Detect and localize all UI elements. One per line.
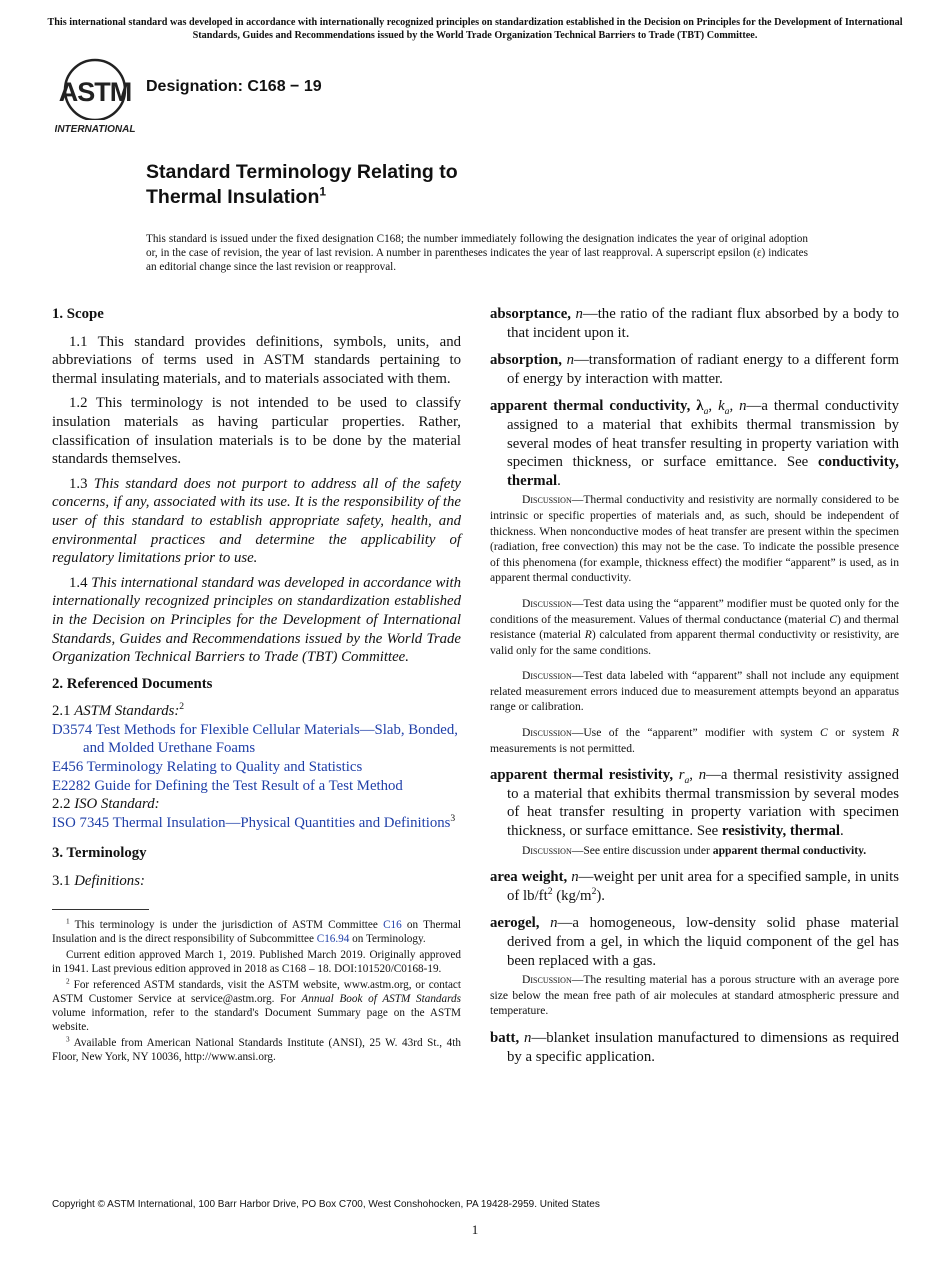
definitions-label: 3.1 Definitions: [52, 873, 145, 890]
right-column [490, 305, 899, 1075]
term-absorption: absorption, n—transformation of radiant energy to a different form of energy by interaction with matter. [490, 352, 899, 387]
title-line-2: Thermal Insulation$^1$ [146, 184, 327, 208]
footnote-ref[interactable]: 1 [319, 184, 327, 199]
discussion-5: Discussion—See entire discussion under apparent thermal conductivity. [522, 843, 867, 857]
discussion-3: Discussion—Test data labeled with “apparent” shall not include any equipment related measurement errors induced due to measurement attempts beyond an apparatus range or calibration. [490, 669, 899, 714]
footnote-divider [52, 909, 149, 910]
ref-item-e456[interactable]: E456 Terminology Relating to Quality and Statistics [52, 759, 363, 776]
copyright-footer: Copyright © ASTM International, 100 Barr Harbor Drive, PO Box C700, West Conshohocken, PA 19428-2959. United States [52, 1199, 600, 1210]
ref-item-iso7345[interactable]: ISO 7345 Thermal Insulation—Physical Quantities and Definitions$^3$ [52, 812, 456, 831]
section-heading-scope: 1. Scope [52, 306, 104, 322]
scope-para-2: 1.2 This terminology is not intended to be used to classify insulation materials as having particular properties. Rather, classification of insulation materials is to be done by the material standards themselves. [52, 395, 461, 468]
section-heading-terminology: 3. Terminology [52, 845, 147, 862]
footnote-ref[interactable]: 3 [450, 812, 456, 824]
term-absorptance: absorptance, n—the ratio of the radiant flux absorbed by a body to that incident upon it. [490, 306, 900, 341]
discussion-6: Discussion—The resulting material has a porous structure with an average pore size below the mean free path of air molecules at standard atmospheric pressure and temperature. [490, 973, 899, 1018]
footnote-2: $^2$ For referenced ASTM standards, visit the ASTM website, www.astm.org, or contact ASTM Customer Service at service@astm.org. For Annual Book of ASTM Standards volume information, refer to the standard's Document Summary page on the ASTM website. [52, 976, 461, 1033]
footnote-1: $^1$ This terminology is under the jurisdiction of ASTM Committee C16 on Thermal Insulation and is the direct responsibility of Subcommittee C16.94 on Terminology. [52, 916, 461, 945]
footnote-1-edition: Current edition approved March 1, 2019. Published March 2019. Originally approved in 1941. Last previous edition approved in 2018 as C168 – 18. DOI:101520/C0168-19. [52, 948, 461, 975]
left-column [52, 305, 461, 1066]
term-aerogel: aerogel, n—a homogeneous, low-density solid phase material derived from a gel, in which the liquid component of the gel has been replaced with a gas. [490, 915, 900, 969]
designation: Designation: C168 − 19 [146, 78, 322, 95]
term-batt: batt, n—blanket insulation manufactured to dimensions as required by a specific application. [490, 1029, 900, 1065]
term-apparent-thermal-conductivity: apparent thermal conductivity, $\lambda_a$, $k_a$, n—a thermal conductivity assigned to a material that exhibits thermal transmission by several modes of heat transfer resulting in property variation with specimen thickness, or surface emittance. See conductivity, thermal. [490, 398, 899, 489]
astm-logo [55, 56, 135, 136]
standardization-notice: This international standard was developed in accordance with internationally recognized principles on standardization established in the Decision on Principles for the Development of International Standards, Guides and Recommendations issued by the World Trade Organization Technical Barriers to Trade (TBT) Committee. [47, 17, 903, 41]
scope-para-1: 1.1 This standard provides definitions, symbols, units, and abbreviations of terms used in ASTM standards pertaining to thermal insulating materials, and to materials associated with them. [52, 333, 461, 387]
footnote-3: $^3$ Available from American National Standards Institute (ANSI), 25 W. 43rd St., 4th Floor, New York, NY 10036, http://www.ansi.org. [52, 1034, 461, 1063]
discussion-4: Discussion—Use of the “apparent” modifier with system C or system R measurements is not permitted. [490, 726, 899, 755]
svg-text:ASTM: ASTM [58, 77, 132, 107]
discussion-2: Discussion—Test data using the “apparent” modifier must be quoted only for the conditions of the measurement. Values of thermal conductance (material C) and thermal resistance (material R) calculated from apparent thermal conductivity or resistivity, are valid only for the same conditions. [490, 596, 900, 657]
title-line-1: Standard Terminology Relating to [146, 161, 458, 183]
ref-item-d3574[interactable]: D3574 Test Methods for Flexible Cellular Materials—Slab, Bonded, and Molded Urethane Foams [52, 721, 458, 757]
page-title [146, 160, 458, 210]
iso-standard-label: 2.2 ISO Standard: [52, 796, 160, 813]
issuance-statement: This standard is issued under the fixed designation C168; the number immediately following the designation indicates the year of original adoption or, in the case of revision, the year of last revision. A number in parentheses indicates the year of last reapproval. A superscript epsilon (ε) indicates an editorial change since the last revision or reapproval. [146, 233, 808, 273]
astm-standards-label: 2.1 ASTM Standards:$^2$ [52, 701, 185, 720]
scope-para-3: 1.3 This standard does not purport to address all of the safety concerns, if any, associated with its use. It is the responsibility of the user of this standard to establish appropriate safety, health, and environmental practices and determine the applicability of regulatory limitations prior to use. [52, 475, 461, 567]
scope-para-4: 1.4 This international standard was developed in accordance with internationally recognized principles on standardization established in the Decision on Principles for the Development of International Standards, Guides and Recommendations issued by the World Trade Organization Technical Barriers to Trade (TBT) Committee. [52, 574, 461, 666]
page-number: 1 [471, 1222, 479, 1237]
committee-link[interactable]: C16 [383, 918, 402, 931]
svg-text:INTERNATIONAL: INTERNATIONAL [55, 124, 135, 135]
footnote-ref[interactable]: 2 [179, 701, 185, 713]
term-area-weight: area weight, n—weight per unit area for a specified sample, in units of $lb/ft^2$ $(kg/m^2)$. [490, 869, 899, 904]
section-heading-referenced-documents: 2. Referenced Documents [52, 675, 213, 692]
discussion-1: Discussion—Thermal conductivity and resistivity are normally considered to be intrinsic or specific properties of materials and, as such, should be independent of thickness. When nonconductive modes of heat transfer are present within the specimen (radiation, free convection) this may not be the case. To indicate the possible presence of this phenomena (for example, thickness effect) the modifier “apparent” is used, as in apparent thermal conductivity. [490, 493, 899, 585]
subcommittee-link[interactable]: C16.94 [316, 932, 350, 945]
term-apparent-thermal-resistivity: apparent thermal resistivity, $r_a$, n—a thermal resistivity assigned to a material that exhibits thermal transmission by several modes of heat transfer resulting in property variation with specimen thickness, or surface emittance. See resistivity, thermal. [490, 767, 900, 840]
ref-item-e2282[interactable]: E2282 Guide for Defining the Test Result of a Test Method [52, 777, 403, 794]
